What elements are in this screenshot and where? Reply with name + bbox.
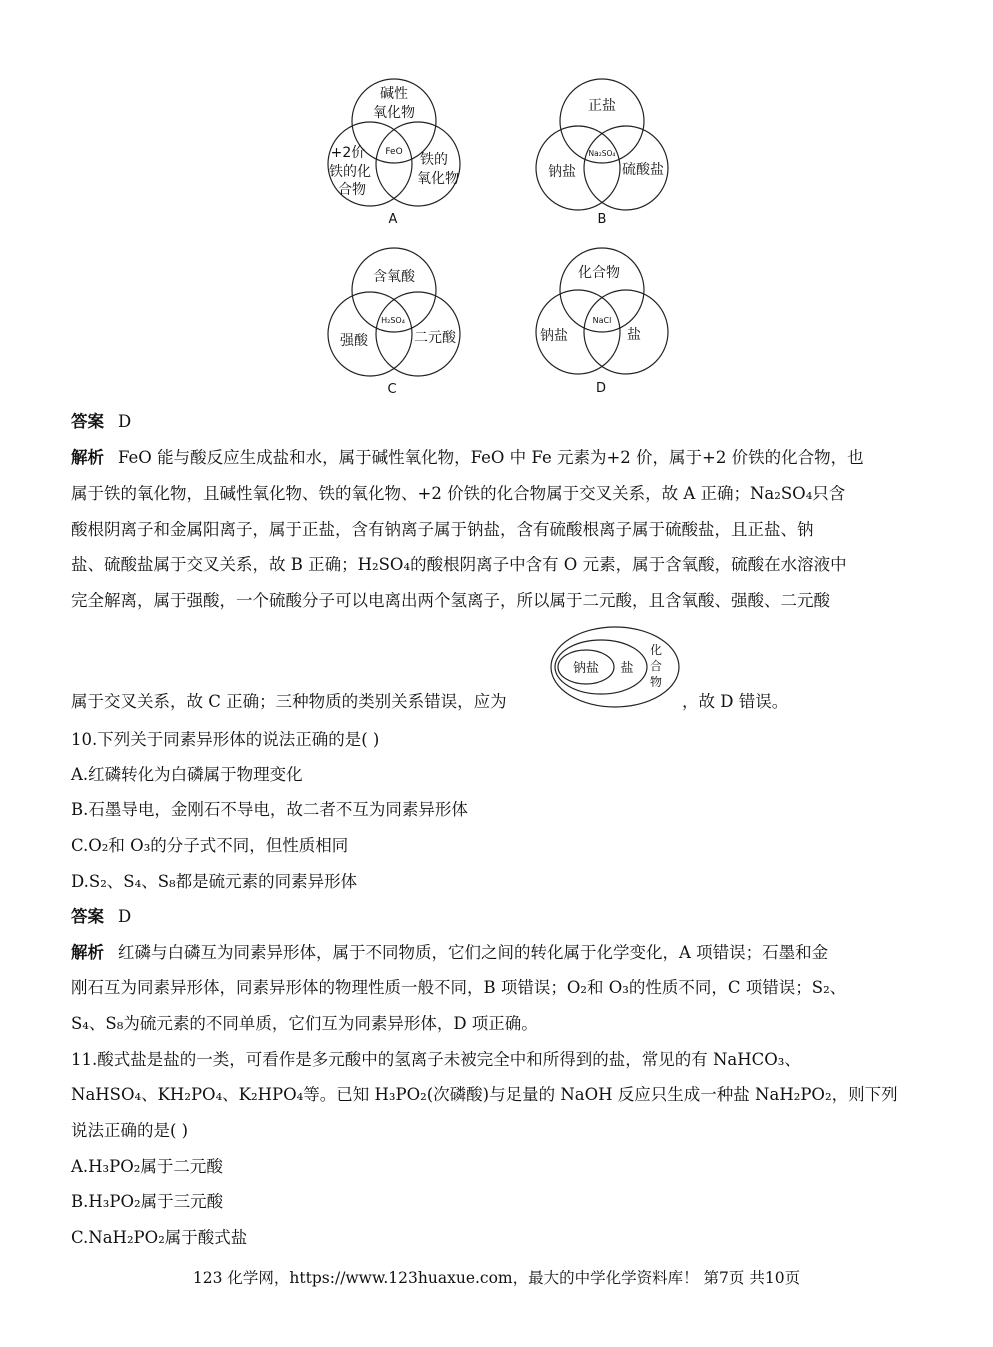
- venn-diagram-a: [326, 76, 462, 231]
- venn-b-center: Na₂SO₄: [588, 149, 616, 158]
- q10-answer: [71, 905, 131, 929]
- q9-analysis-line-3: 酸根阴离子和金属阳离子，属于正盐，含有钠离子属于钠盐，含有硫酸根离子属于硫酸盐，且正盐、钠: [71, 520, 814, 539]
- q9-analysis-line-2: 属于铁的氧化物，且碱性氧化物、铁的氧化物、+2 价铁的化合物属于交叉关系，故 A 正确；Na₂SO₄只含: [71, 484, 846, 503]
- venn-a-left-1: +2价: [330, 145, 366, 161]
- q11-option-a: A.H₃PO₂属于二元酸: [71, 1157, 223, 1176]
- venn-c-right: 二元酸: [414, 330, 456, 346]
- q9-analysis-text-1: FeO 能与酸反应生成盐和水，属于碱性氧化物，FeO 中 Fe 元素为+2 价，属于+2 价铁的化合物，也: [118, 448, 864, 467]
- venn-c-caption: C: [387, 382, 397, 397]
- q10-option-d: D.S₂、S₄、S₈都是硫元素的同素异形体: [71, 872, 358, 891]
- nested-outer-label-2: 合: [649, 659, 663, 673]
- venn-d-caption: D: [595, 381, 607, 396]
- venn-diagram-d: [534, 246, 670, 401]
- q10-analysis-line-2: 刚石互为同素异形体，同素异形体的物理性质一般不同，B 项错误；O₂和 O₃的性质不同，C 项错误；S₂、: [71, 978, 847, 997]
- venn-d-right: 盐: [627, 327, 641, 343]
- venn-d-left: 钠盐: [540, 328, 568, 344]
- venn-b-right: 硫酸盐: [622, 162, 664, 178]
- q9-answer-label: 答案: [71, 412, 104, 431]
- nested-set-diagram: [549, 625, 681, 709]
- nested-inner-label: 钠盐: [572, 661, 600, 676]
- q10-option-b: B.石墨导电，金刚石不导电，故二者不互为同素异形体: [71, 800, 468, 819]
- venn-b-top: 正盐: [588, 98, 616, 114]
- venn-d-top: 化合物: [578, 265, 620, 281]
- page-footer: 123 化学网，https://www.123huaxue.com，最大的中学化学资料库！ 第7页 共10页: [192, 1269, 801, 1287]
- venn-c-center: H₂SO₄: [381, 316, 405, 325]
- q9-analysis-line-6b: ，故 D 错误。: [682, 692, 789, 711]
- q9-analysis-line-5: 完全解离，属于强酸，一个硫酸分子可以电离出两个氢离子，所以属于二元酸，且含氧酸、强酸、二元酸: [71, 591, 830, 610]
- q10-answer-value: D: [118, 907, 132, 926]
- venn-a-left-3: 合物: [338, 182, 366, 198]
- venn-b-caption: B: [597, 212, 607, 227]
- venn-c-left: 强酸: [340, 333, 368, 349]
- q10-analysis-line-3: S₄、S₈为硫元素的不同单质，它们互为同素异形体，D 项正确。: [71, 1014, 538, 1033]
- q9-analysis-line-1: [71, 446, 864, 470]
- q9-analysis-text-6a: 属于交叉关系，故 C 正确；三种物质的类别关系错误，应为: [71, 692, 507, 711]
- q11-stem-line-2: NaHSO₄、KH₂PO₄、K₂HPO₄等。已知 H₃PO₂(次磷酸)与足量的 NaOH 反应只生成一种盐 NaH₂PO₂，则下列: [71, 1085, 898, 1104]
- venn-a-caption: A: [388, 212, 398, 227]
- q10-answer-label: 答案: [71, 907, 104, 926]
- q11-stem-line-3: 说法正确的是( ): [71, 1121, 189, 1140]
- q10-analysis-label: 解析: [71, 943, 104, 962]
- venn-b-left: 钠盐: [548, 164, 576, 180]
- q10-analysis-line-1: [71, 941, 828, 965]
- nested-outer-label-1: 化: [649, 643, 663, 657]
- venn-c-top: 含氧酸: [373, 269, 415, 285]
- nested-outer-label-3: 物: [649, 675, 663, 689]
- q10-option-c: C.O₂和 O₃的分子式不同，但性质相同: [71, 836, 349, 855]
- venn-a-left-2: 铁的化: [329, 164, 371, 180]
- venn-d-center: NaCl: [592, 316, 612, 325]
- venn-a-top-1: 碱性: [380, 86, 408, 102]
- nested-middle-label: 盐: [620, 661, 634, 676]
- q9-analysis-line-6: [71, 690, 507, 714]
- q11-stem-line-1: 11.酸式盐是盐的一类，可看作是多元酸中的氢离子未被完全中和所得到的盐，常见的有 NaHCO₃、: [71, 1050, 801, 1069]
- q9-answer-value: D: [118, 412, 132, 431]
- q9-analysis-line-4: 盐、硫酸盐属于交叉关系，故 B 正确；H₂SO₄的酸根阴离子中含有 O 元素，属于含氧酸，硫酸在水溶液中: [71, 555, 847, 574]
- q9-analysis-label: 解析: [71, 448, 104, 467]
- q10-option-a: A.红磷转化为白磷属于物理变化: [71, 765, 303, 784]
- venn-diagram-b: [534, 76, 670, 231]
- venn-a-top-2: 氧化物: [373, 105, 415, 121]
- venn-a-right-2: 氧化物: [417, 171, 459, 187]
- q9-answer: [71, 410, 131, 434]
- venn-a-right-1: 铁的: [420, 152, 448, 168]
- venn-diagram-c: [326, 246, 462, 401]
- venn-a-center: FeO: [385, 147, 403, 157]
- q11-option-c: C.NaH₂PO₂属于酸式盐: [71, 1228, 248, 1247]
- q10-analysis-text-1: 红磷与白磷互为同素异形体，属于不同物质，它们之间的转化属于化学变化，A 项错误；石墨和金: [118, 943, 829, 962]
- q11-option-b: B.H₃PO₂属于三元酸: [71, 1192, 224, 1211]
- q10-stem: 10.下列关于同素异形体的说法正确的是( ): [71, 730, 380, 749]
